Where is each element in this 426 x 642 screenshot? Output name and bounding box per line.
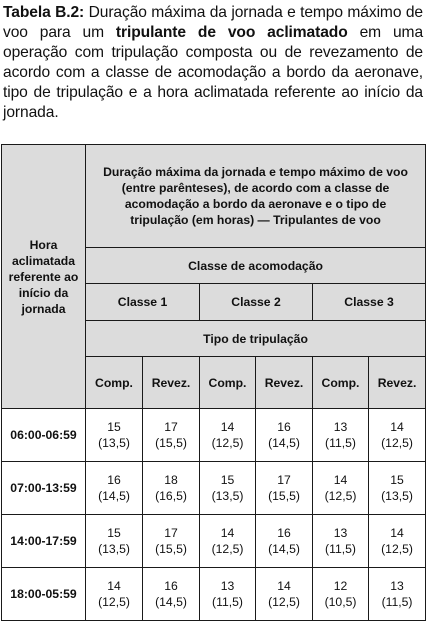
duty-hours: 13 [220,579,235,593]
value-cell [200,568,256,621]
flight-hours: (15,5) [268,489,300,503]
value-cell [369,409,426,462]
caption-text-1: Duração máxima da jornada e tempo máximo de voo para um [3,4,423,41]
caption-label: Tabela B.2: [3,4,85,21]
table-row [2,568,426,621]
hora-cell: 07:00-13:59 [2,462,86,515]
crew-type-6: Revez. [369,357,426,409]
value-cell [143,409,200,462]
duty-hours: 16 [164,579,178,593]
duty-hours: 18 [164,473,178,487]
value-cell [313,409,369,462]
value-cell [86,515,143,568]
flight-hours: (12,5) [211,542,244,556]
duty-hours: 14 [277,579,291,593]
flight-hours: (11,5) [325,542,356,556]
value-cell [200,515,256,568]
value-cell [86,462,143,515]
class-header: Classe de acomodação [86,248,426,284]
value-cell [369,462,426,515]
flight-hours: (14,5) [155,595,187,609]
value-cell [143,568,200,621]
duty-hours: 13 [390,579,404,593]
flight-hours: (12,5) [324,489,357,503]
crew-type-header: Tipo de tripulação [86,321,426,357]
flight-hours: (11,5) [212,595,243,609]
flight-hours: (15,5) [155,436,187,450]
row-header-hora [2,145,86,409]
flight-hours: (13,5) [98,542,130,556]
flight-hours: (16,5) [155,489,187,503]
duty-hours: 16 [107,473,121,487]
flight-hours: (14,5) [268,542,300,556]
row-header-text: Hora aclimatada referente ao início da jornada [8,237,79,316]
flight-hours: (15,5) [155,542,187,556]
duty-hours: 14 [390,420,404,434]
value-cell [256,462,313,515]
value-cell [143,462,200,515]
flight-hours: (12,5) [381,542,413,556]
value-cell [200,462,256,515]
duty-hours: 15 [220,473,235,487]
duty-hours: 13 [333,420,348,434]
crew-type-1: Comp. [86,357,143,409]
duty-hours: 15 [107,420,121,434]
flight-hours: (10,5) [324,595,357,609]
caption-bold-phrase: tripulante de voo aclimatado [115,24,348,41]
flight-hours: (12,5) [98,595,130,609]
class-3-header: Classe 3 [313,284,426,321]
flight-hours: (11,5) [325,436,356,450]
duty-hours: 15 [390,473,404,487]
crew-type-5: Comp. [313,357,369,409]
flight-hours: (14,5) [268,436,300,450]
value-cell [256,515,313,568]
table-row [2,515,426,568]
flight-hours: (11,5) [381,595,413,609]
flight-hours: (12,5) [381,436,413,450]
duty-hours: 13 [333,526,348,540]
value-cell [313,568,369,621]
caption-text-2: em uma operação com tripulação composta ou de revezamento de acordo com a classe de acomodação a bordo da aeronave, tipo de tripulação e a hora aclimatada referente ao início da jornada. [3,24,424,121]
table-row [2,409,426,462]
duty-hours: 12 [333,579,348,593]
duty-hours: 14 [107,579,121,593]
duty-hours: 14 [390,526,404,540]
value-cell [143,515,200,568]
hora-cell: 18:00-05:59 [2,568,86,621]
duty-hours: 14 [220,526,235,540]
crew-type-3: Comp. [200,357,256,409]
flight-hours: (13,5) [381,489,413,503]
value-cell [256,568,313,621]
table-row [2,462,426,515]
duty-time-table [1,144,426,621]
value-cell [86,568,143,621]
main-header [86,145,426,248]
class-2-header: Classe 2 [200,284,313,321]
value-cell [313,462,369,515]
duty-hours: 17 [277,473,291,487]
flight-hours: (14,5) [98,489,130,503]
class-1-header: Classe 1 [86,284,200,321]
main-header-text: Duração máxima da jornada e tempo máximo de voo (entre parênteses), de acordo com a classe de acomodação a bordo da aeronave e o tipo de tripulação (em horas) — Tripulantes de voo [103,165,408,227]
hora-cell: 14:00-17:59 [2,515,86,568]
flight-hours: (12,5) [268,595,300,609]
duty-hours: 15 [107,526,121,540]
duty-hours: 16 [277,420,291,434]
hora-cell: 06:00-06:59 [2,409,86,462]
value-cell [256,409,313,462]
value-cell [369,568,426,621]
value-cell [369,515,426,568]
duty-hours: 14 [333,473,348,487]
duty-hours: 16 [277,526,291,540]
value-cell [86,409,143,462]
duty-hours: 17 [164,420,178,434]
value-cell [200,409,256,462]
flight-hours: (13,5) [98,436,130,450]
flight-hours: (12,5) [211,436,244,450]
flight-hours: (13,5) [211,489,244,503]
value-cell [313,515,369,568]
crew-type-4: Revez. [256,357,313,409]
table-caption [3,3,423,123]
duty-hours: 14 [220,420,235,434]
duty-hours: 17 [164,526,178,540]
crew-type-2: Revez. [143,357,200,409]
